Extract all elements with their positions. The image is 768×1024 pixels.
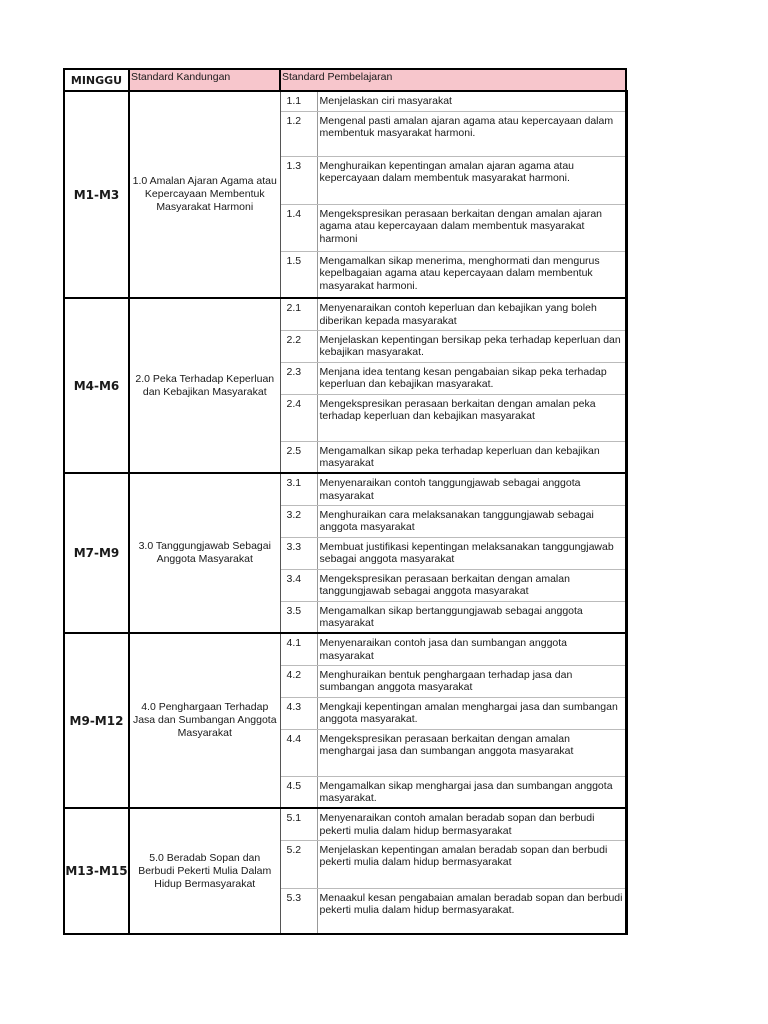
standard-kandungan-cell: 1.0 Amalan Ajaran Agama atau Kepercayaan Membentuk Masyarakat Harmoni bbox=[129, 91, 280, 298]
pembelajaran-number: 3.4 bbox=[280, 569, 317, 601]
pembelajaran-text: Mengekspresikan perasaan berkaitan dengan amalan ajaran agama atau kepercayaan dalam membentuk masyarakat harmoni bbox=[317, 204, 626, 251]
table-row bbox=[64, 808, 626, 840]
curriculum-table bbox=[63, 68, 628, 935]
pembelajaran-text: Menyenaraikan contoh tanggungjawab sebagai anggota masyarakat bbox=[317, 473, 626, 505]
pembelajaran-text: Menghuraikan kepentingan amalan ajaran agama atau kepercayaan dalam membentuk masyarakat harmoni. bbox=[317, 156, 626, 204]
pembelajaran-text: Mengamalkan sikap peka terhadap keperluan dan kebajikan masyarakat bbox=[317, 441, 626, 473]
pembelajaran-number: 3.5 bbox=[280, 601, 317, 633]
pembelajaran-number: 1.1 bbox=[280, 91, 317, 111]
pembelajaran-text: Menjelaskan kepentingan bersikap peka terhadap keperluan dan kebajikan masyarakat. bbox=[317, 330, 626, 362]
pembelajaran-number: 2.1 bbox=[280, 298, 317, 330]
pembelajaran-number: 3.2 bbox=[280, 505, 317, 537]
pembelajaran-text: Menaakul kesan pengabaian amalan beradab sopan dan berbudi pekerti mulia dalam hidup bermasyarakat. bbox=[317, 888, 626, 934]
pembelajaran-number: 4.1 bbox=[280, 633, 317, 665]
pembelajaran-text: Mengekspresikan perasaan berkaitan dengan amalan peka terhadap keperluan dan kebajikan masyarakat bbox=[317, 394, 626, 441]
pembelajaran-number: 1.3 bbox=[280, 156, 317, 204]
pembelajaran-number: 5.2 bbox=[280, 840, 317, 888]
minggu-cell: M4-M6 bbox=[64, 298, 129, 473]
pembelajaran-number: 1.2 bbox=[280, 111, 317, 156]
pembelajaran-text: Mengkaji kepentingan amalan menghargai jasa dan sumbangan anggota masyarakat. bbox=[317, 697, 626, 729]
standard-kandungan-cell: 2.0 Peka Terhadap Keperluan dan Kebajikan Masyarakat bbox=[129, 298, 280, 473]
pembelajaran-number: 2.5 bbox=[280, 441, 317, 473]
pembelajaran-number: 5.3 bbox=[280, 888, 317, 934]
pembelajaran-text: Menjelaskan ciri masyarakat bbox=[317, 91, 626, 111]
pembelajaran-number: 2.3 bbox=[280, 362, 317, 394]
header-standard-pembelajaran: Standard Pembelajaran bbox=[280, 69, 626, 91]
pembelajaran-text: Menjana idea tentang kesan pengabaian sikap peka terhadap keperluan dan kebajikan masyarakat. bbox=[317, 362, 626, 394]
standard-kandungan-cell: 5.0 Beradab Sopan dan Berbudi Pekerti Mulia Dalam Hidup Bermasyarakat bbox=[129, 808, 280, 934]
minggu-cell: M13-M15 bbox=[64, 808, 129, 934]
pembelajaran-number: 3.3 bbox=[280, 537, 317, 569]
pembelajaran-number: 4.2 bbox=[280, 665, 317, 697]
pembelajaran-number: 1.5 bbox=[280, 251, 317, 298]
pembelajaran-text: Mengekspresikan perasaan berkaitan dengan amalan menghargai jasa dan sumbangan anggota masyarakat bbox=[317, 729, 626, 776]
pembelajaran-number: 2.4 bbox=[280, 394, 317, 441]
pembelajaran-text: Menjelaskan kepentingan amalan beradab sopan dan berbudi pekerti mulia dalam hidup bermasyarakat bbox=[317, 840, 626, 888]
standard-kandungan-cell: 4.0 Penghargaan Terhadap Jasa dan Sumbangan Anggota Masyarakat bbox=[129, 633, 280, 808]
pembelajaran-text: Mengamalkan sikap menghargai jasa dan sumbangan anggota masyarakat. bbox=[317, 776, 626, 808]
pembelajaran-text: Mengenal pasti amalan ajaran agama atau kepercayaan dalam membentuk masyarakat harmoni. bbox=[317, 111, 626, 156]
pembelajaran-number: 3.1 bbox=[280, 473, 317, 505]
pembelajaran-number: 5.1 bbox=[280, 808, 317, 840]
table-row bbox=[64, 298, 626, 330]
pembelajaran-text: Menghuraikan bentuk penghargaan terhadap jasa dan sumbangan anggota masyarakat bbox=[317, 665, 626, 697]
header-minggu: MINGGU bbox=[64, 69, 129, 91]
pembelajaran-number: 1.4 bbox=[280, 204, 317, 251]
minggu-cell: M1-M3 bbox=[64, 91, 129, 298]
pembelajaran-text: Menghuraikan cara melaksanakan tanggungjawab sebagai anggota masyarakat bbox=[317, 505, 626, 537]
table-row bbox=[64, 633, 626, 665]
pembelajaran-number: 4.3 bbox=[280, 697, 317, 729]
pembelajaran-text: Mengamalkan sikap bertanggungjawab sebagai anggota masyarakat bbox=[317, 601, 626, 633]
pembelajaran-text: Membuat justifikasi kepentingan melaksanakan tanggungjawab sebagai anggota masyarakat bbox=[317, 537, 626, 569]
standard-kandungan-cell: 3.0 Tanggungjawab Sebagai Anggota Masyarakat bbox=[129, 473, 280, 633]
pembelajaran-text: Menyenaraikan contoh jasa dan sumbangan anggota masyarakat bbox=[317, 633, 626, 665]
minggu-cell: M9-M12 bbox=[64, 633, 129, 808]
header-standard-kandungan: Standard Kandungan bbox=[129, 69, 280, 91]
pembelajaran-number: 4.5 bbox=[280, 776, 317, 808]
pembelajaran-number: 2.2 bbox=[280, 330, 317, 362]
pembelajaran-text: Menyenaraikan contoh keperluan dan kebajikan yang boleh diberikan kepada masyarakat bbox=[317, 298, 626, 330]
minggu-cell: M7-M9 bbox=[64, 473, 129, 633]
pembelajaran-text: Mengekspresikan perasaan berkaitan dengan amalan tanggungjawab sebagai anggota masyarakat bbox=[317, 569, 626, 601]
pembelajaran-number: 4.4 bbox=[280, 729, 317, 776]
table-row bbox=[64, 473, 626, 505]
pembelajaran-text: Menyenaraikan contoh amalan beradab sopan dan berbudi pekerti mulia dalam hidup bermasyarakat bbox=[317, 808, 626, 840]
pembelajaran-text: Mengamalkan sikap menerima, menghormati dan mengurus kepelbagaian agama atau kepercayaan dalam membentuk masyarakat harmoni. bbox=[317, 251, 626, 298]
header-row bbox=[64, 69, 626, 91]
table-row bbox=[64, 91, 626, 111]
